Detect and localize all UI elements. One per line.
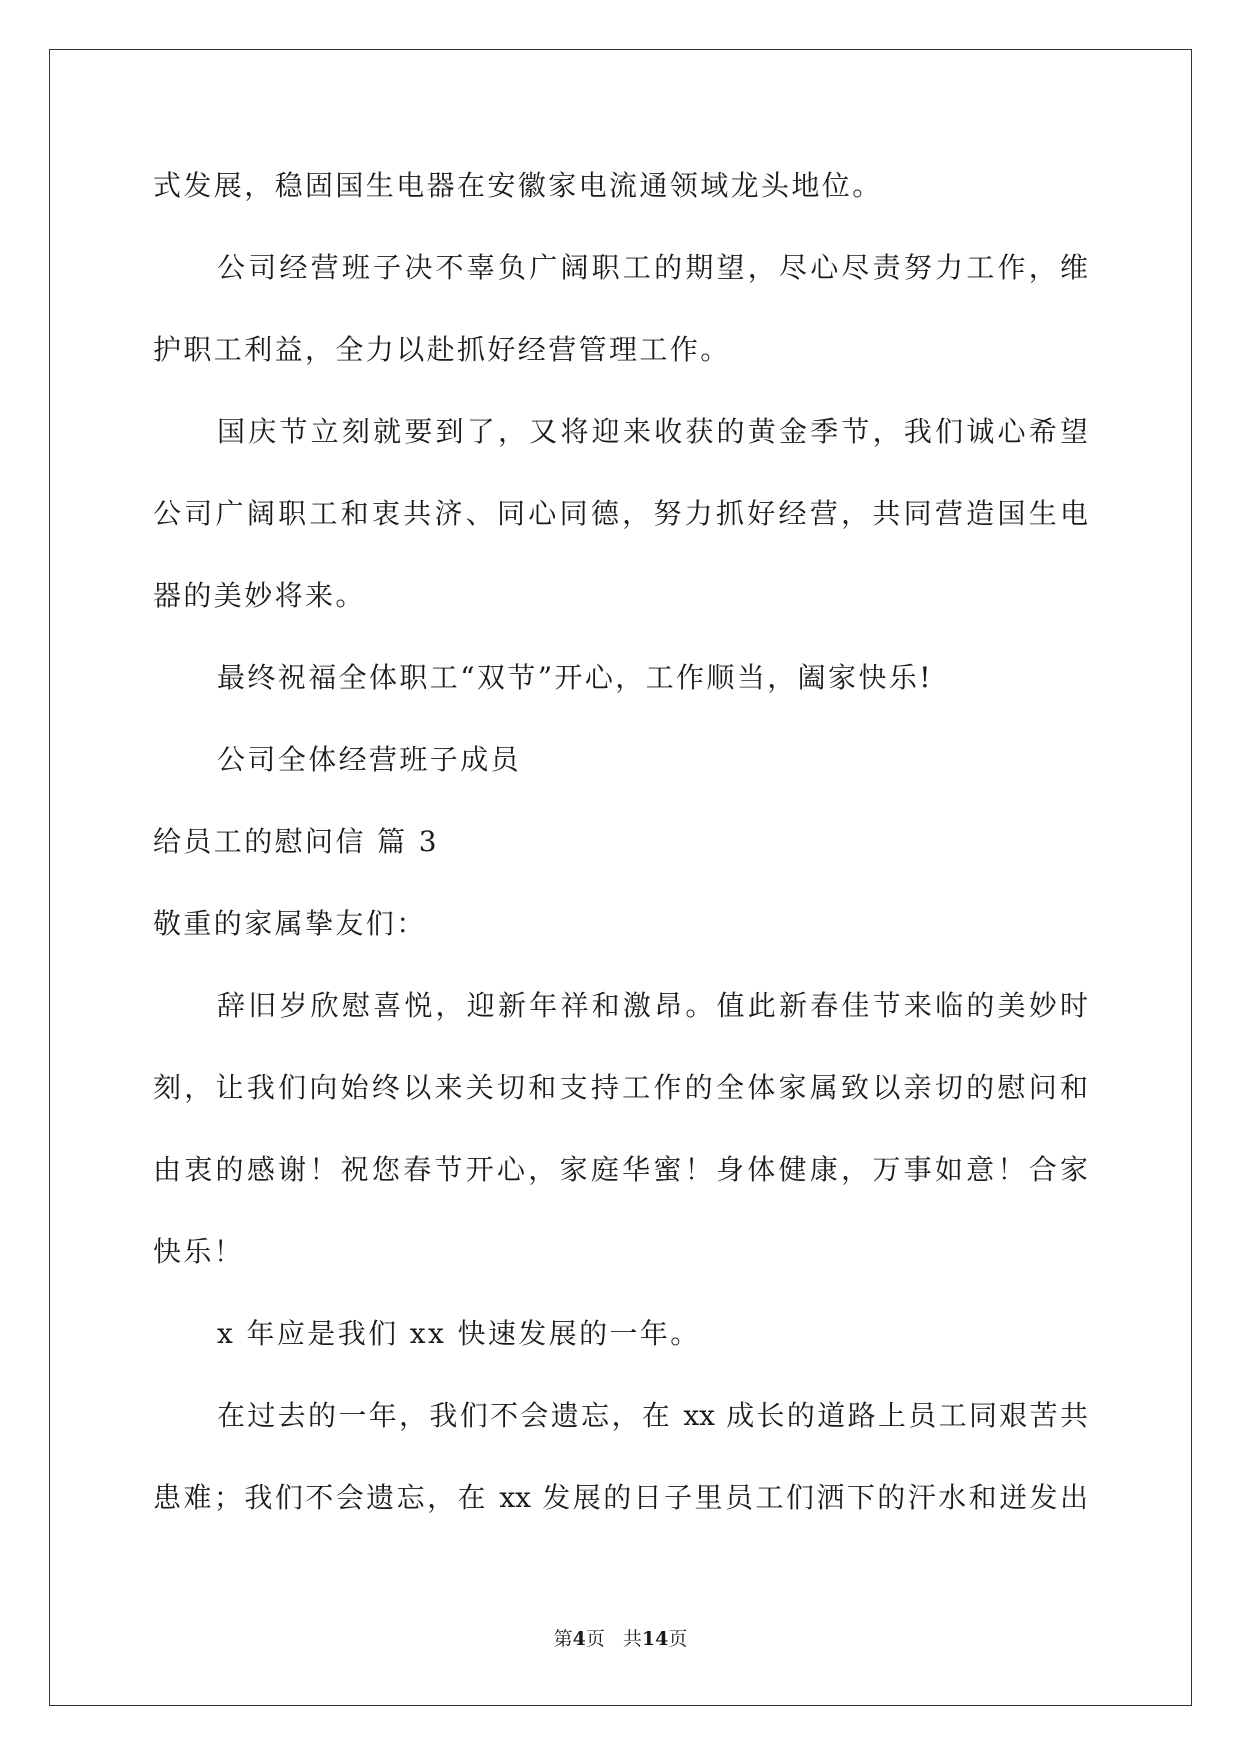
total-suffix: 页 — [668, 1628, 688, 1650]
total-prefix: 共 — [622, 1628, 642, 1650]
paragraph-line: 在过去的一年，我们不会遗忘，在 xx 成长的道路上员工同艰苦共 — [217, 1399, 1088, 1432]
page-prefix: 第 — [553, 1628, 573, 1650]
paragraph-line: 辞旧岁欣慰喜悦，迎新年祥和激昂。值此新春佳节来临的美妙时 — [217, 989, 1088, 1022]
paragraph-line: 由衷的感谢！祝您春节开心，家庭华蜜！身体健康，万事如意！合家 — [153, 1153, 1088, 1186]
page-suffix: 页 — [585, 1628, 605, 1650]
section-heading: 给员工的慰问信 篇 3 — [153, 825, 440, 858]
page-footer — [0, 1624, 1241, 1651]
salutation: 敬重的家属挚友们： — [153, 907, 427, 940]
signature-line: 公司全体经营班子成员 — [217, 743, 522, 776]
page-border — [49, 49, 1192, 1706]
paragraph-line: 国庆节立刻就要到了，又将迎来收获的黄金季节，我们诚心希望 — [217, 415, 1088, 448]
paragraph-line: 护职工利益，全力以赴抓好经营管理工作。 — [153, 333, 731, 366]
paragraph-line: 器的美妙将来。 — [153, 579, 366, 612]
paragraph-line: 式发展，稳固国生电器在安徽家电流通领域龙头地位。 — [153, 169, 883, 202]
paragraph-line: 快乐！ — [153, 1235, 245, 1268]
paragraph-line: x 年应是我们 xx 快速发展的一年。 — [217, 1317, 701, 1350]
paragraph-line: 刻，让我们向始终以来关切和支持工作的全体家属致以亲切的慰问和 — [153, 1071, 1088, 1104]
page-number: 4 — [572, 1628, 586, 1650]
paragraph-line: 公司经营班子决不辜负广阔职工的期望，尽心尽责努力工作，维 — [217, 251, 1088, 284]
total-pages: 14 — [641, 1628, 669, 1650]
paragraph-line: 患难；我们不会遗忘，在 xx 发展的日子里员工们洒下的汗水和迸发出 — [153, 1481, 1088, 1514]
paragraph-line: 公司广阔职工和衷共济、同心同德，努力抓好经营，共同营造国生电 — [153, 497, 1088, 530]
paragraph-line: 最终祝福全体职工“双节”开心，工作顺当，阖家快乐! — [217, 661, 933, 694]
